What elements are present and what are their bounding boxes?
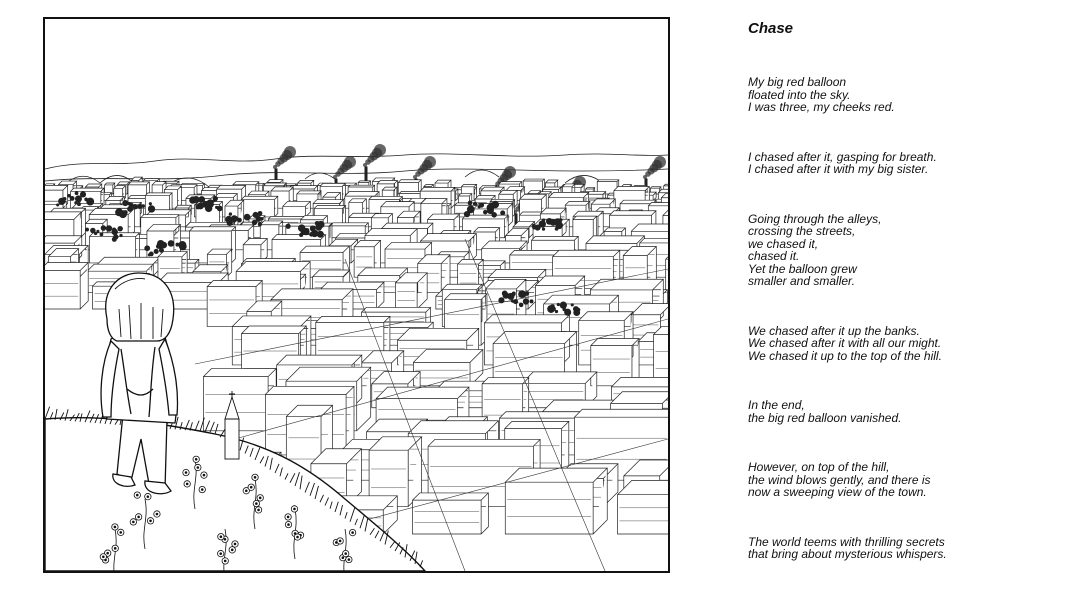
poem-line: We chased after it with all our might. (748, 336, 942, 350)
poem-line: the big red balloon vanished. (748, 410, 902, 425)
poem-line: We chased after it up the banks. (748, 323, 920, 338)
poem-stanza-7 (748, 536, 1068, 561)
poem-line: the wind blows gently, and there is (748, 472, 931, 487)
poem-stanza-6 (748, 461, 1068, 499)
poem-stanza-3 (748, 213, 1068, 288)
poem-line: that bring about mysterious whispers. (748, 547, 947, 561)
poem-stanza-2 (748, 151, 1068, 176)
poem-line: The world teems with thrilling secrets (748, 534, 945, 549)
poem-line: now a sweeping view of the town. (748, 485, 927, 499)
poem-title: Chase (748, 20, 794, 37)
poem-line: crossing the streets, (748, 224, 856, 238)
town-illustration (45, 19, 668, 571)
poem-stanza-5 (748, 399, 1068, 424)
poem-stanza-1 (748, 76, 1068, 114)
poem-line: I chased after it with my big sister. (748, 162, 929, 176)
poem-line: floated into the sky. (748, 87, 851, 102)
poem-line: However, on top of the hill, (748, 460, 890, 474)
poem (748, 18, 1068, 561)
poem-line: Going through the alleys, (748, 211, 882, 226)
poem-line: In the end, (748, 398, 805, 412)
poem-line: I chased after it, gasping for breath. (748, 149, 937, 164)
poem-stanza-4 (748, 325, 1068, 363)
poem-line: chased it. (748, 249, 800, 263)
poem-line: My big red balloon (748, 75, 847, 89)
poem-line: we chased it, (748, 236, 819, 251)
poem-line: I was three, my cheeks red. (748, 100, 895, 114)
poem-line: We chased it up to the top of the hill. (748, 348, 942, 363)
poem-body (748, 76, 1068, 561)
manga-panel (43, 17, 670, 573)
poem-line: smaller and smaller. (748, 274, 855, 288)
poem-line: Yet the balloon grew (748, 261, 857, 276)
